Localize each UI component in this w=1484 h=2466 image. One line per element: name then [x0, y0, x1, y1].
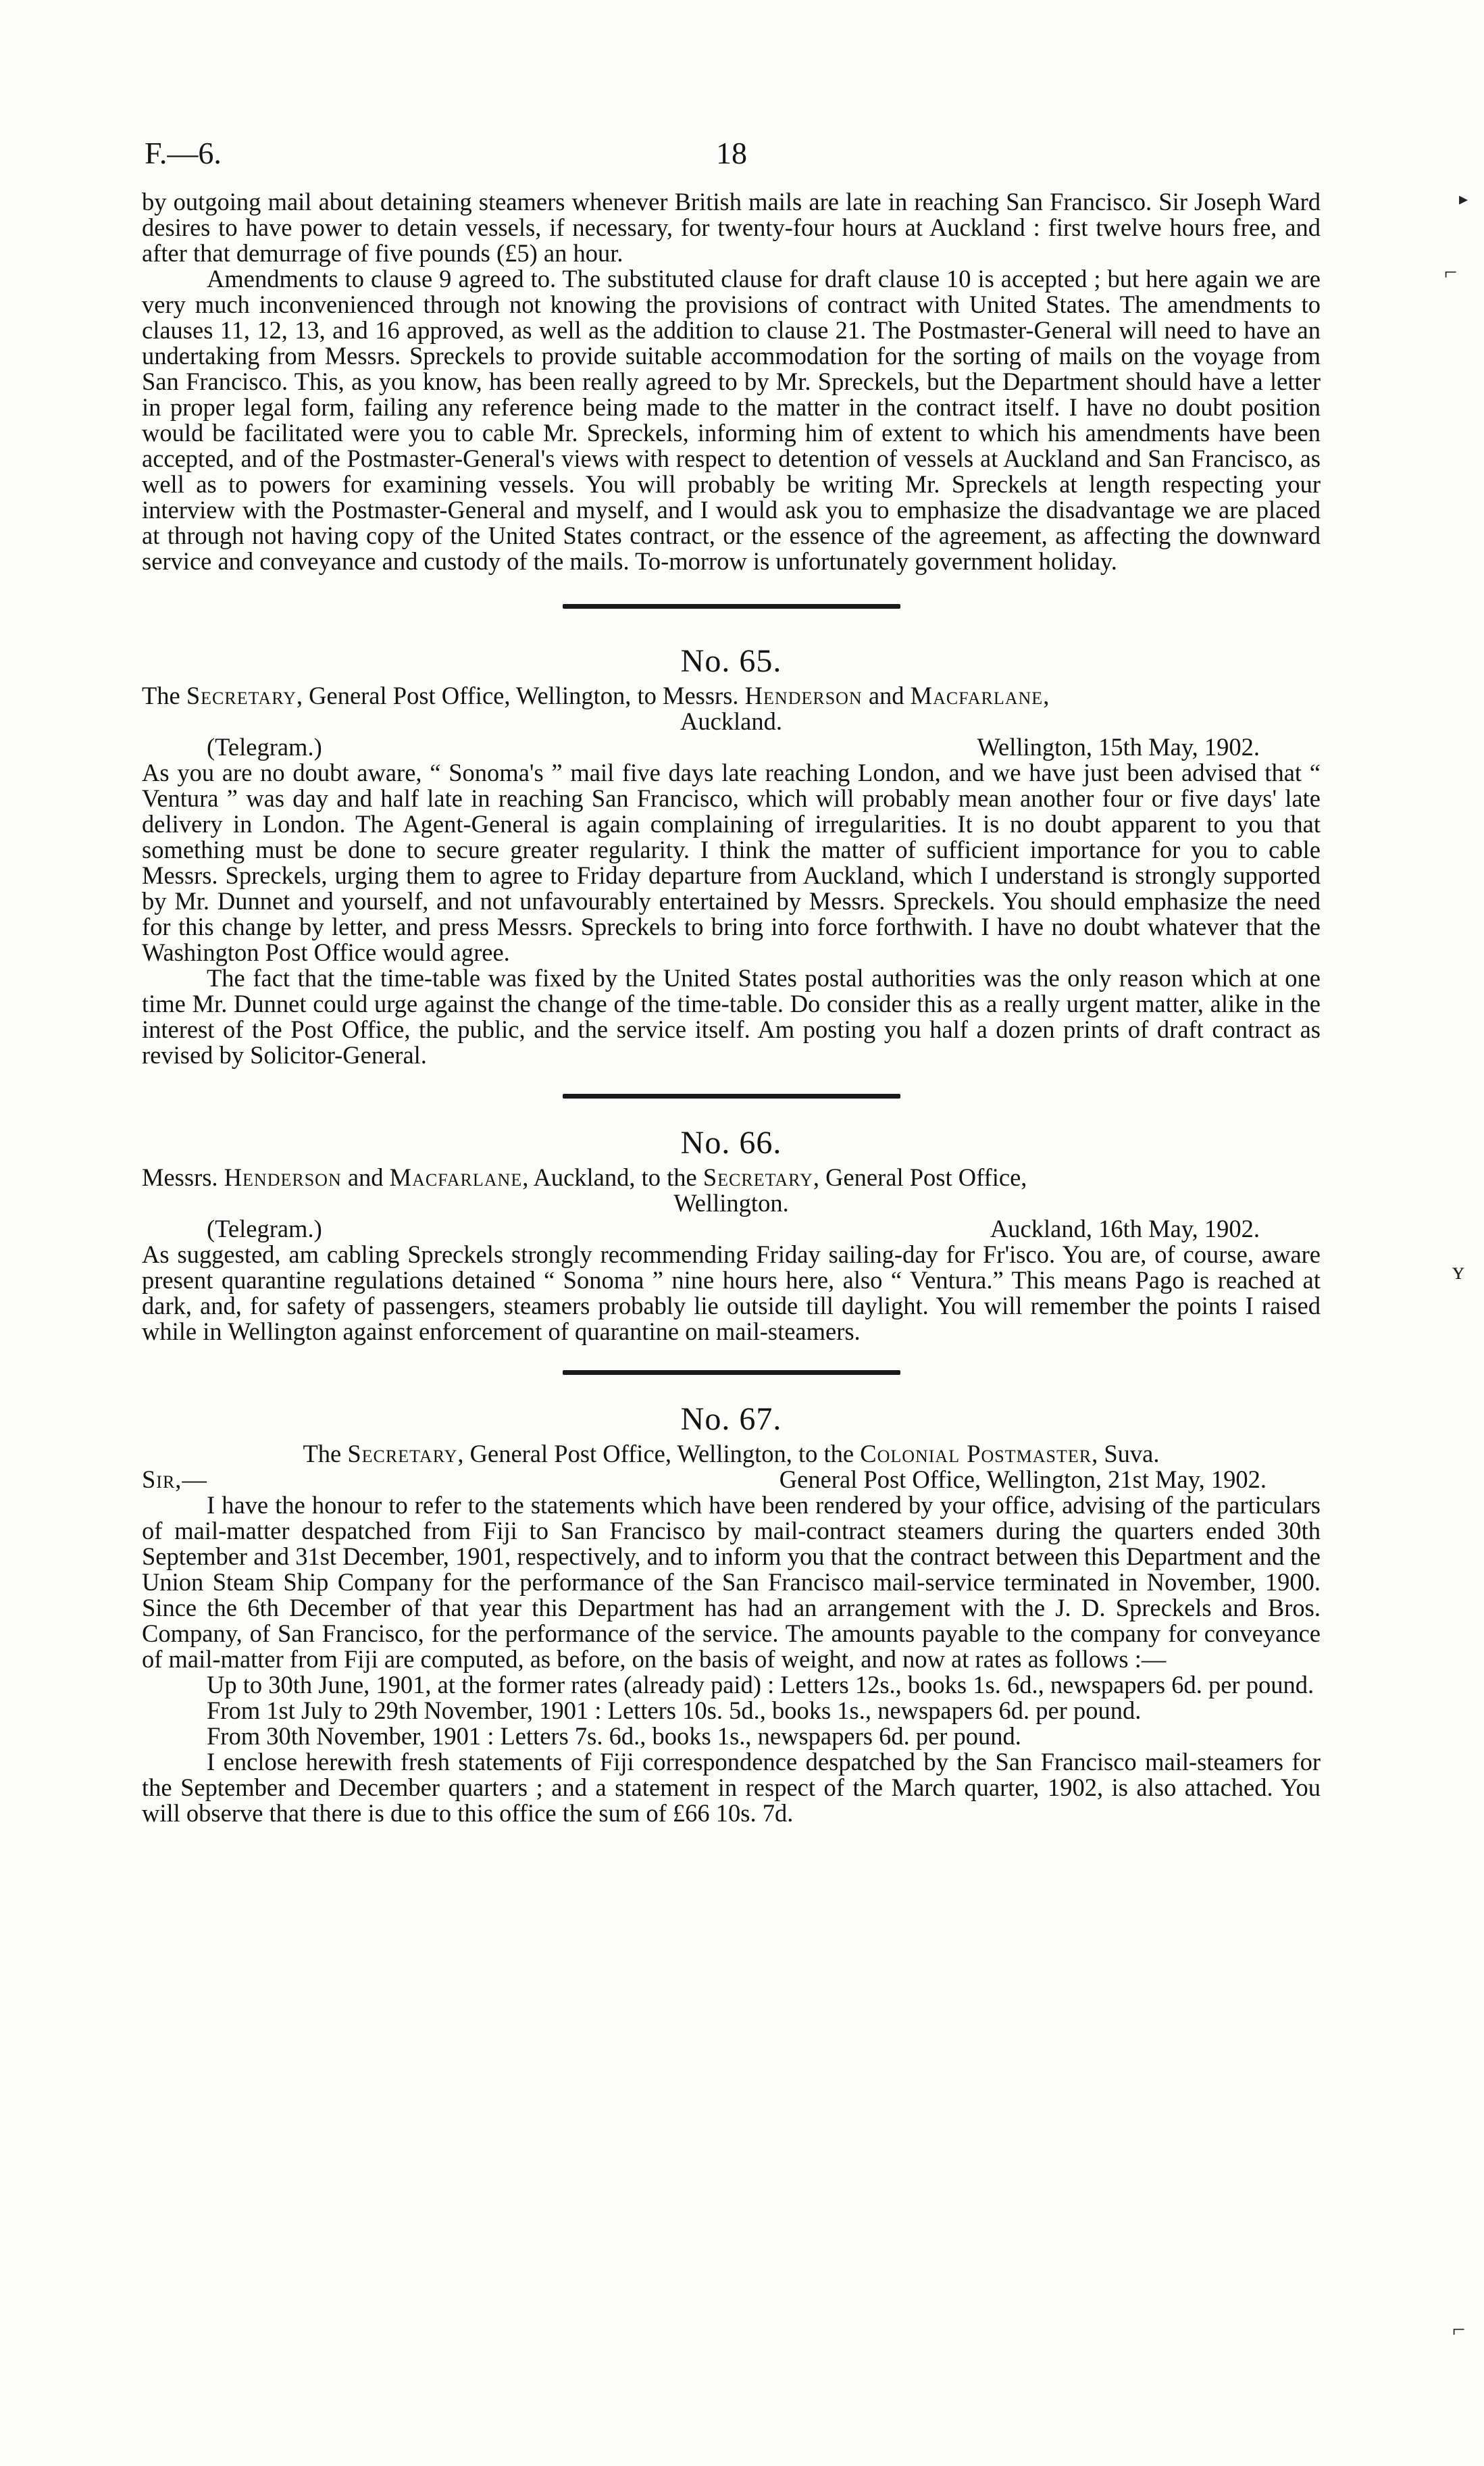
paragraph: by outgoing mail about detaining steamers whenever British mails are late in reaching San Francisco. Sir Joseph Ward desires to have power to detain vessels, if necessary, for twenty-four hours at Auckland : first twelve hours free, and after that demurrage of five pounds (£5) an hour. [142, 188, 1321, 267]
paragraph: Up to 30th June, 1901, at the former rates (already paid) : Letters 12s., books 1s. 6d., newspapers 6d. per pound. [207, 1671, 1314, 1698]
telegram-line: (Telegram.) Wellington, 15th May, 1902. [207, 733, 1260, 761]
telegram-line: (Telegram.) Auckland, 16th May, 1902. [207, 1215, 1260, 1242]
section-divider [563, 1094, 900, 1099]
letter-no-66 [142, 1126, 1321, 1344]
margin-mark: ⌐ [1444, 260, 1458, 285]
paragraph: From 30th November, 1901 : Letters 7s. 6d., books 1s., newspapers 6d. per pound. [207, 1722, 1021, 1750]
document-page [142, 135, 1321, 1826]
paragraph: Amendments to clause 9 agreed to. The substituted clause for draft clause 10 is accepted ; but here again we are very much inconvenienced through not knowing the provisions of contract with United States. The amendments to clauses 11, 12, 13, and 16 approved, as well as the addition to clause 21. The Postmaster-General will need to have an undertaking from Messrs. Spreckels to provide suitable accommodation for the sorting of mails on the voyage from San Francisco. This, as you know, has been really agreed to by Mr. Spreckels, but the Department should have a letter in proper legal form, failing any reference being made to the matter in the contract itself. I have no doubt position would be facilitated were you to cable Mr. Spreckels, informing him of extent to which his amendments have been accepted, and of the Postmaster-General's views with respect to detention of vessels at Auckland and San Francisco, as well as to powers for examining vessels. You will probably be writing Mr. Spreckels at length respecting your interview with the Postmaster-General and myself, and I would ask you to emphasize the disadvantage we are placed at through not having copy of the United States contract, or the essence of the agreement, as affecting the downward service and conveyance and custody of the mails. To-morrow is unfortunately government holiday. [142, 265, 1321, 575]
letter-address: The Secretary, General Post Office, Wellington, to Messrs. Henderson and Macfarlane, Auckland. [142, 682, 1050, 735]
section-divider [563, 1370, 900, 1375]
page-number: 18 [716, 136, 747, 170]
letter-address: The Secretary, General Post Office, Wellington, to the Colonial Postmaster, Suva. [303, 1440, 1160, 1467]
paragraph: I enclose herewith fresh statements of Fiji correspondence despatched by the San Francisco mail-steamers for the September and December quarters ; and a statement in respect of the March quarter, 1902, is also attached. You will observe that there is due to this office the sum of £66 10s. 7d. [142, 1748, 1321, 1827]
paragraph: As you are no doubt aware, “ Sonoma's ” mail five days late reaching London, and we have just been advised that “ Ventura ” was day and half late in reaching San Francisco, which will probably mean another four or five days' late delivery in London. The Agent-General is again complaining of irregularities. It is no doubt apparent to you that something must be done to secure greater regularity. I think the matter of sufficient importance for you to cable Messrs. Spreckels, urging them to agree to Friday departure from Auckland, which I understand is strongly supported by Mr. Dunnet and yourself, and not unfavourably entertained by Messrs. Spreckels. You should emphasize the need for this change by letter, and press Messrs. Spreckels to bring into force forthwith. I have no doubt whatever that the Washington Post Office would agree. [142, 759, 1321, 966]
paragraph: I have the honour to refer to the statements which have been rendered by your office, advising of the particulars of mail-matter despatched from Fiji to San Francisco by mail-contract steamers during the quarters ended 30th September and 31st December, 1901, respectively, and to inform you that the contract between this Department and the Union Steam Ship Company for the performance of the San Francisco mail-service terminated in November, 1900. Since the 6th December of that year this Department has had an arrangement with the J. D. Spreckels and Bros. Company, of San Francisco, for the performance of the service. The amounts payable to the company for conveyance of mail-matter from Fiji are computed, as before, on the basis of weight, and now at rates as follows :— [142, 1491, 1321, 1673]
document-reference: F.—6. [145, 136, 222, 170]
margin-mark: ▸ [1459, 189, 1468, 209]
continued-letter [142, 189, 1321, 574]
letter-no-65 [142, 644, 1321, 1068]
salutation-line: Sir,— General Post Office, Wellington, 21st May, 1902. [142, 1465, 1266, 1493]
paragraph: The fact that the time-table was fixed by the United States postal authorities was the only reason which at one time Mr. Dunnet could urge against the change of the time-table. Do consider this as a really urgent matter, alike in the interest of the Post Office, the public, and the service itself. Am posting you half a dozen prints of draft contract as revised by Solicitor-General. [142, 964, 1321, 1069]
page-header [142, 135, 1321, 189]
margin-mark: ʏ [1452, 1257, 1464, 1284]
letter-number: No. 66. [680, 1125, 782, 1161]
margin-mark: ⌐ [1452, 2317, 1466, 2342]
letter-address: Messrs. Henderson and Macfarlane, Auckland, to the Secretary, General Post Office, Wellington. [142, 1163, 1027, 1217]
letter-number: No. 67. [680, 1401, 782, 1437]
paragraph: From 1st July to 29th November, 1901 : Letters 10s. 5d., books 1s., newspapers 6d. per pound. [207, 1696, 1142, 1724]
paragraph: As suggested, am cabling Spreckels strongly recommending Friday sailing-day for Fr'isco. You are, of course, aware present quarantine regulations detained “ Sonoma ” nine hours here, also “ Ventura.” This means Pago is reached at dark, and, for safety of passengers, steamers probably lie outside till daylight. You will remember the points I raised while in Wellington against enforcement of quarantine on mail-steamers. [142, 1240, 1321, 1345]
section-divider [563, 604, 900, 609]
letter-number: No. 65. [680, 643, 782, 679]
letter-no-67 [142, 1402, 1321, 1826]
